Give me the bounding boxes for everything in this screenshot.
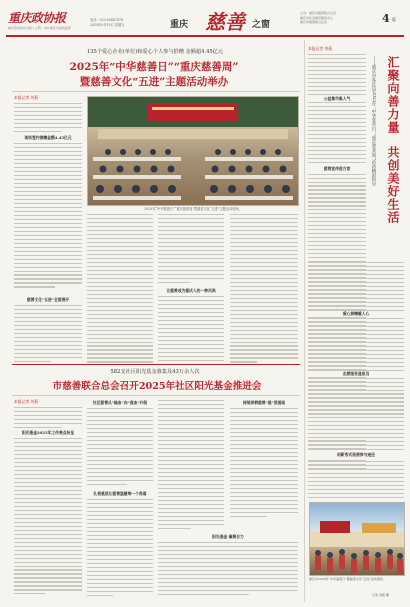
lead-col-2-text — [87, 214, 153, 365]
bottom-subhead-5: 阳光基金 凝聚合力 — [212, 534, 244, 539]
side-headline-1: 汇聚向善力量 — [386, 56, 400, 134]
column-title: 慈善 — [205, 10, 245, 34]
lead-subhead-3: 让慈善成为重庆人的一种风尚 — [166, 288, 216, 293]
bottom-kicker: 582支社区阳光基金募集及43万余人次 — [110, 369, 200, 375]
bottom-subhead-2: 社区慈善从“输血”向“造血”升级 — [92, 400, 148, 405]
right-meta-line-3: 重庆市慈善联合总会 — [300, 20, 328, 24]
side-photo — [309, 502, 405, 576]
bottom-col-1-text-b — [14, 438, 82, 597]
lead-photo — [87, 96, 299, 206]
bottom-col-2-text-a — [87, 408, 153, 488]
side-subhead-3: 爱心捐赠暖人心 — [308, 311, 404, 317]
lead-bottom-rule — [12, 364, 300, 365]
side-subhead-4: 志愿服务显担当 — [308, 371, 404, 377]
phone-line: 电话：023-63647878 — [90, 18, 123, 22]
event-crowd-illustration — [310, 503, 404, 575]
side-subhead-2: 慈善宣传进万家 — [308, 166, 366, 172]
side-headline-2: 共创美好生活 — [386, 146, 400, 224]
bottom-subhead-1: 阳光基金2025年工作亮点纷呈 — [21, 430, 75, 435]
bottom-col-5-text — [158, 542, 298, 598]
side-lower-text — [308, 262, 404, 501]
lead-byline: 本报记者 刘燕 — [14, 95, 38, 100]
bottom-col-2-text-b — [87, 499, 153, 599]
paper-meta: 重庆政协报社出版 | 主管：中共重庆市委统战部 — [8, 26, 71, 30]
paper-logo: 重庆政协报 — [8, 11, 66, 25]
bottom-subhead-4: 持续深耕慈善“基”层基础 — [242, 400, 286, 405]
side-photo-credit: 记者 刘燕 摄 — [372, 593, 389, 597]
lead-col-3-text-a — [158, 214, 224, 286]
bottom-byline: 本报记者 刘燕 — [14, 399, 38, 404]
lead-col-3-text-b — [158, 296, 224, 364]
right-meta — [300, 11, 336, 25]
side-byline: 本报记者 刘燕 — [308, 46, 332, 51]
right-meta-line-2: 重庆市社会组织服务中心 — [300, 15, 334, 20]
column-suffix: 之窗 — [252, 20, 271, 30]
lead-col-1-text-a — [14, 103, 82, 135]
conference-hall-illustration — [88, 97, 298, 205]
lead-col-4-text — [230, 214, 298, 365]
masthead-rule — [6, 35, 404, 37]
page-label: 版 — [392, 17, 396, 22]
lead-subhead-1: 现场签约捐赠金额4.45亿元 — [24, 135, 72, 140]
bottom-headline: 市慈善联合总会召开2025年社区阳光基金推进会 — [52, 381, 262, 392]
lead-photo-caption: 2025年“中华慈善日”“重庆慈善周”暨慈善文化“五进”主题活动现场。 — [144, 207, 242, 211]
page-number: 4 — [382, 12, 390, 25]
lead-kicker: 135个爱心企业(单位)和爱心个人参与捐赠 金额超4.45亿元 — [86, 49, 224, 55]
right-meta-line-1: 主办：重庆市慈善联合总会 — [300, 11, 337, 15]
edition-label: 重庆 — [170, 20, 189, 30]
bottom-subhead-3: 扎根基层让慈善温暖每一个角落 — [93, 491, 147, 496]
side-divider — [304, 40, 305, 602]
side-subhead-5: 创新形式拓展参与途径 — [308, 452, 404, 458]
lead-col-1-text-b — [14, 143, 82, 290]
lead-headline-2: 暨慈善文化“五进”主题活动举办 — [79, 76, 229, 88]
lead-subhead-2: 慈善文化“五进”全面展开 — [26, 297, 70, 302]
side-photo-caption: 重庆市2025年“中华慈善日”暨慈善文化“五进”活动现场。 — [309, 577, 386, 581]
date-line: 2025年9月19日 星期五 — [90, 23, 125, 27]
bottom-col-4-text-a — [230, 408, 298, 520]
masthead — [0, 0, 410, 38]
lead-rule — [12, 91, 300, 92]
bottom-col-1-text-a — [14, 407, 82, 431]
side-subhead-1: 公益集市聚人气 — [308, 96, 366, 102]
side-subhead: ——重庆市各区县2025年“中华慈善日”“重庆慈善周”活动精彩纷呈 — [371, 56, 376, 187]
bottom-rule — [12, 395, 300, 396]
bottom-col-3-text-a — [158, 400, 224, 531]
lead-col-1-text-c — [14, 305, 82, 365]
lead-headline-1: 2025年“中华慈善日”“重庆慈善周” — [69, 61, 239, 73]
